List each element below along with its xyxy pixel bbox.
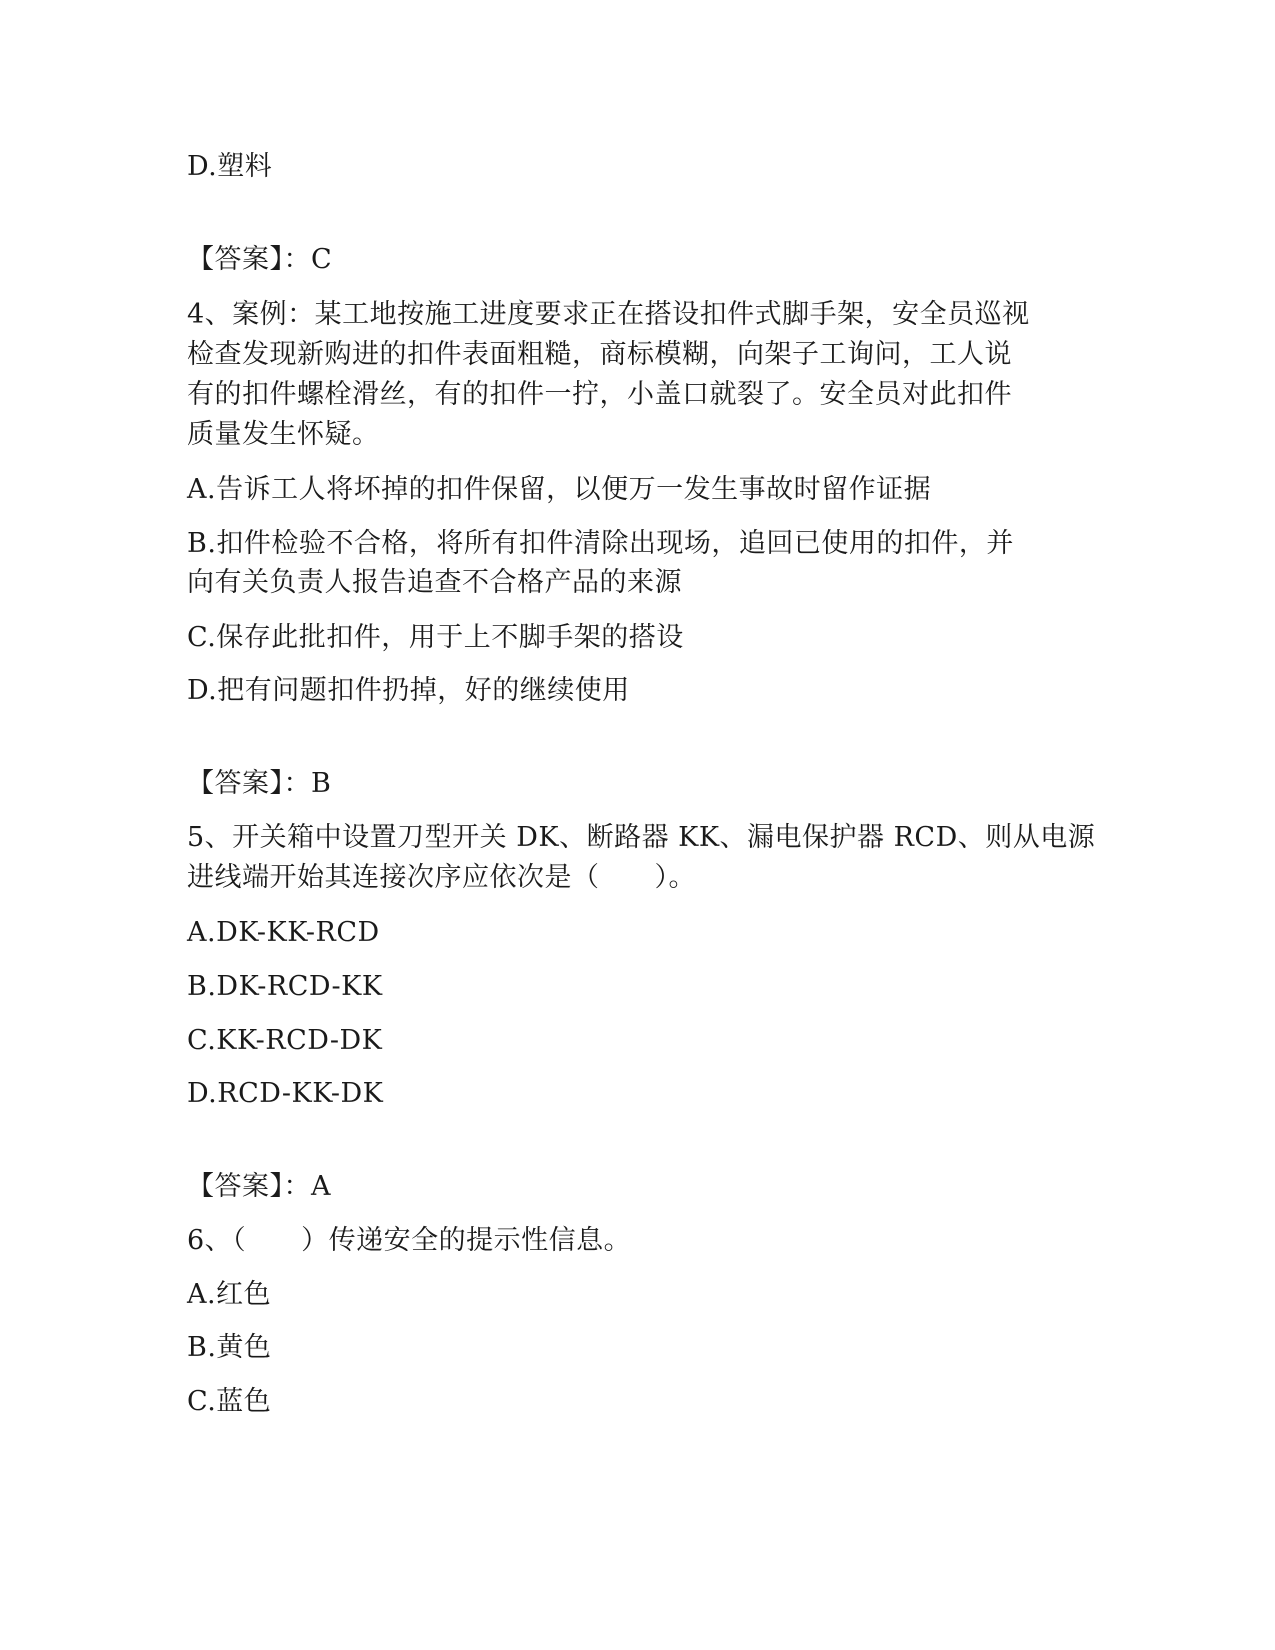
q4-option-b-line-2: 向有关负责人报告追查不合格产品的来源 xyxy=(187,567,682,598)
q3-option-d: D.塑料 xyxy=(187,151,273,182)
q5-question-line-1: 5、开关箱中设置刀型开关 DK、断路器 KK、漏电保护器 RCD、则从电源 xyxy=(187,822,1096,853)
q4-option-a: A.告诉工人将坏掉的扣件保留，以便万一发生事故时留作证据 xyxy=(187,474,932,505)
q4-question-line-2: 检查发现新购进的扣件表面粗糙，商标模糊，向架子工询问，工人说 xyxy=(187,339,1012,370)
q6-option-a: A.红色 xyxy=(187,1279,272,1310)
q6-question: 6、（ ）传递安全的提示性信息。 xyxy=(187,1225,632,1256)
q6-option-b: B.黄色 xyxy=(187,1332,272,1363)
q4-question-line-3: 有的扣件螺栓滑丝，有的扣件一拧，小盖口就裂了。安全员对此扣件 xyxy=(187,379,1012,410)
q5-answer: 【答案】：A xyxy=(187,1171,331,1202)
q4-option-c: C.保存此批扣件，用于上不脚手架的搭设 xyxy=(187,622,684,653)
q3-answer: 【答案】：C xyxy=(187,244,333,275)
q5-option-c: C.KK-RCD-DK xyxy=(187,1025,383,1056)
q4-question-line-1: 4、案例：某工地按施工进度要求正在搭设扣件式脚手架，安全员巡视 xyxy=(187,299,1030,330)
q5-option-a: A.DK-KK-RCD xyxy=(187,917,380,948)
q5-question-line-2: 进线端开始其连接次序应依次是（ ）。 xyxy=(187,862,696,893)
q4-answer: 【答案】：B xyxy=(187,768,332,799)
q4-option-d: D.把有问题扣件扔掉，好的继续使用 xyxy=(187,675,630,706)
q5-option-b: B.DK-RCD-KK xyxy=(187,971,383,1002)
q4-question-line-4: 质量发生怀疑。 xyxy=(187,419,380,450)
q6-option-c: C.蓝色 xyxy=(187,1386,272,1417)
q5-option-d: D.RCD-KK-DK xyxy=(187,1078,384,1109)
q4-option-b-line-1: B.扣件检验不合格，将所有扣件清除出现场，追回已使用的扣件，并 xyxy=(187,528,1014,559)
